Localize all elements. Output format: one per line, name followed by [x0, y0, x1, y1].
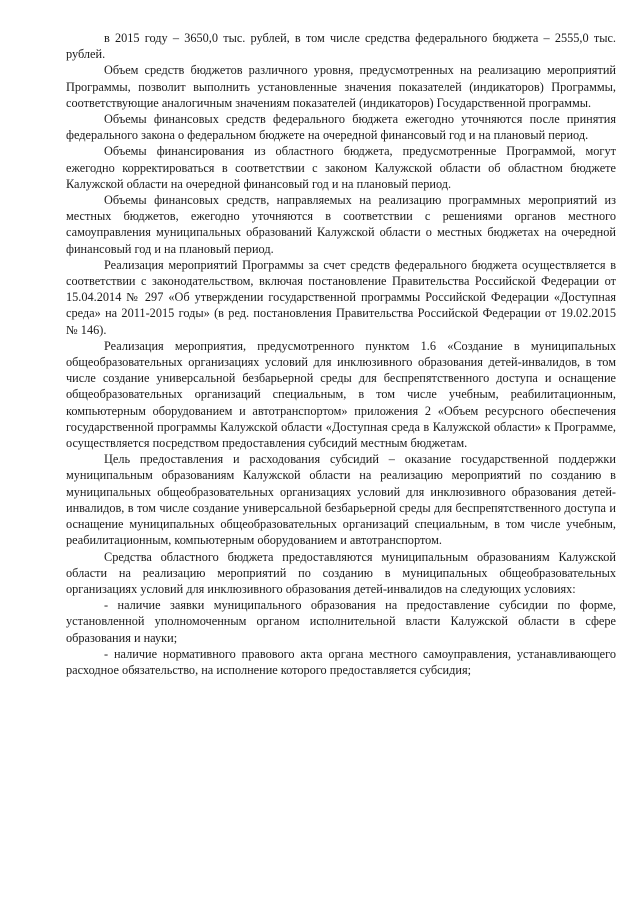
- paragraph-federal-budget: Объемы финансовых средств федерального бюджета ежегодно уточняются после принятия федерального закона о федеральном бюджете на очередной финансовый год и на плановый период.: [66, 112, 616, 143]
- paragraph-subsidy-conditions: Средства областного бюджета предоставляются муниципальным образованиям Калужской области на реализацию мероприятий по созданию в муниципальных общеобразовательных организациях условий для инклюзивного образования детей-инвалидов на следующих условиях:: [66, 549, 616, 596]
- document-body: [66, 30, 616, 678]
- paragraph-local-budgets: Объемы финансовых средств, направляемых на реализацию программных мероприятий из местных бюджетов, ежегодно уточняются в соответствии с решениями органов местного самоуправления муниципальных образований Калужской области о местных бюджетах на очередной финансовый год и на плановый период.: [66, 193, 616, 256]
- paragraph-subsidy-purpose: Цель предоставления и расходования субсидий – оказание государственной поддержки муниципальным образованиям Калужской области на реализацию мероприятий по созданию в муниципальных общеобразовательных организациях условий для инклюзивного образования детей-инвалидов, в том числе создание универсальной безбарьерной среды для беспрепятственного доступа и оснащение муниципальных общеобразовательных организаций специальным, в том числе учебным, реабилитационным, компьютерным оборудованием и автотранспортом.: [66, 452, 616, 548]
- list-item-legal-act: - наличие нормативного правового акта органа местного самоуправления, устанавливающего расходное обязательство, на исполнение которого предоставляется субсидия;: [66, 646, 616, 677]
- paragraph-regional-budget: Объемы финансирования из областного бюджета, предусмотренные Программой, могут ежегодно корректироваться в соответствии с законом Калужской области об областном бюджете Калужской области на очередной финансовый год и на плановый период.: [66, 144, 616, 191]
- paragraph-measure-1-6: Реализация мероприятия, предусмотренного пунктом 1.6 «Создание в муниципальных общеобразовательных организациях условий для инклюзивного образования детей-инвалидов, в том числе создание универсальной безбарьерной среды для беспрепятственного доступа и оснащение общеобразовательных организаций специальным, в том числе учебным, реабилитационным, компьютерным оборудованием и автотранспортом» приложения 2 «Объем ресурсного обеспечения государственной программы Калужской области «Доступная среда в Калужской области» к Программе, осуществляется посредством предоставления субсидий местным бюджетам.: [66, 338, 616, 451]
- paragraph-budget-volume: Объем средств бюджетов различного уровня, предусмотренных на реализацию мероприятий Программы, позволит выполнить установленные значения показателей (индикаторов) Программы, соответствующие аналогичным значениям показателей (индикаторов) Государственной программы.: [66, 63, 616, 110]
- paragraph-funding-2015: в 2015 году – 3650,0 тыс. рублей, в том числе средства федерального бюджета – 2555,0 тыс. рублей.: [66, 31, 616, 62]
- paragraph-federal-implementation: Реализация мероприятий Программы за счет средств федерального бюджета осуществляется в соответствии с законодательством, включая постановление Правительства Российской Федерации от 15.04.2014 № 297 «Об утверждении государственной программы Российской Федерации «Доступная среда» на 2011-2015 годы» (в ред. постановления Правительства Российской Федерации от 19.02.2015 № 146).: [66, 257, 616, 337]
- list-item-application: - наличие заявки муниципального образования на предоставление субсидии по форме, установленной уполномоченным органом исполнительной власти Калужской области в сфере образования и науки;: [66, 598, 616, 645]
